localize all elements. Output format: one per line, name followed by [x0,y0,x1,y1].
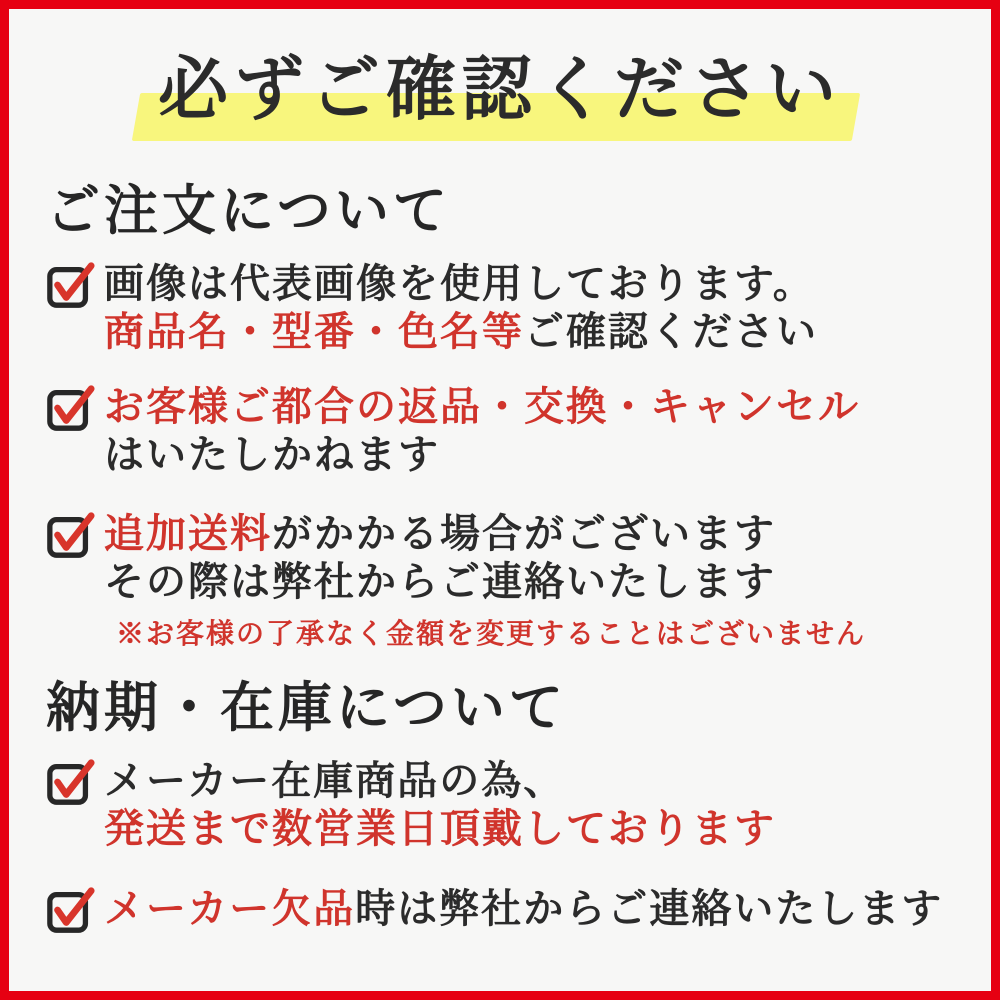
item-line [104,885,943,933]
checkbox-checked-icon [46,510,96,560]
item-text: がかかる場合がございます [272,510,776,556]
list-item-representative-image [46,260,963,356]
item-text-emphasis: メーカー欠品 [104,886,356,932]
item-line [104,431,860,479]
item-text-emphasis: 追加送料 [104,510,272,556]
item-line [104,260,818,308]
list-item-maker-stock [46,757,963,853]
banner-header [9,49,991,133]
notice-content [9,179,991,935]
item-line [104,757,776,805]
item-text: 時は弊社からご連絡いたします [355,886,944,932]
checkbox-checked-icon [46,383,96,433]
item-text: はいたしかねます [104,431,440,477]
title-wrap [158,49,842,133]
checkbox-checked-icon [46,757,96,807]
item-text: その際は弊社からご連絡いたします [104,558,776,604]
item-line [104,558,866,606]
item-text-emphasis: 発送まで数営業日頂戴しております [104,806,776,852]
section-orders-heading: ご注文について [46,181,451,241]
item-text-block [104,260,818,356]
item-text-block [104,885,943,933]
list-item-maker-shortage [46,885,963,935]
item-text-block [104,757,776,853]
footnote-text: ※お客様の了承なく金額を変更することはございません [116,618,867,650]
item-text: メーカー在庫商品の為、 [104,758,566,804]
item-text: 画像は代表画像を使用しております。 [104,260,815,306]
item-text-emphasis: お客様ご都合の返品・交換・キャンセル [104,383,860,429]
item-text-block [104,510,866,652]
item-text-emphasis: 商品名・型番・色名等 [104,308,524,354]
item-text: ご確認ください [524,308,818,354]
list-item-returns-cancel [46,383,963,479]
item-footnote [104,618,866,652]
checkbox-checked-icon [46,260,96,310]
section-stock-heading: 納期・在庫について [46,678,567,739]
item-line [104,510,866,558]
item-line [104,308,818,356]
item-line [104,805,776,853]
checkbox-checked-icon [46,885,96,935]
page-title: 必ずご確認ください [158,52,842,129]
item-line [104,383,860,431]
item-text-block [104,383,860,479]
list-item-extra-shipping [46,510,963,652]
